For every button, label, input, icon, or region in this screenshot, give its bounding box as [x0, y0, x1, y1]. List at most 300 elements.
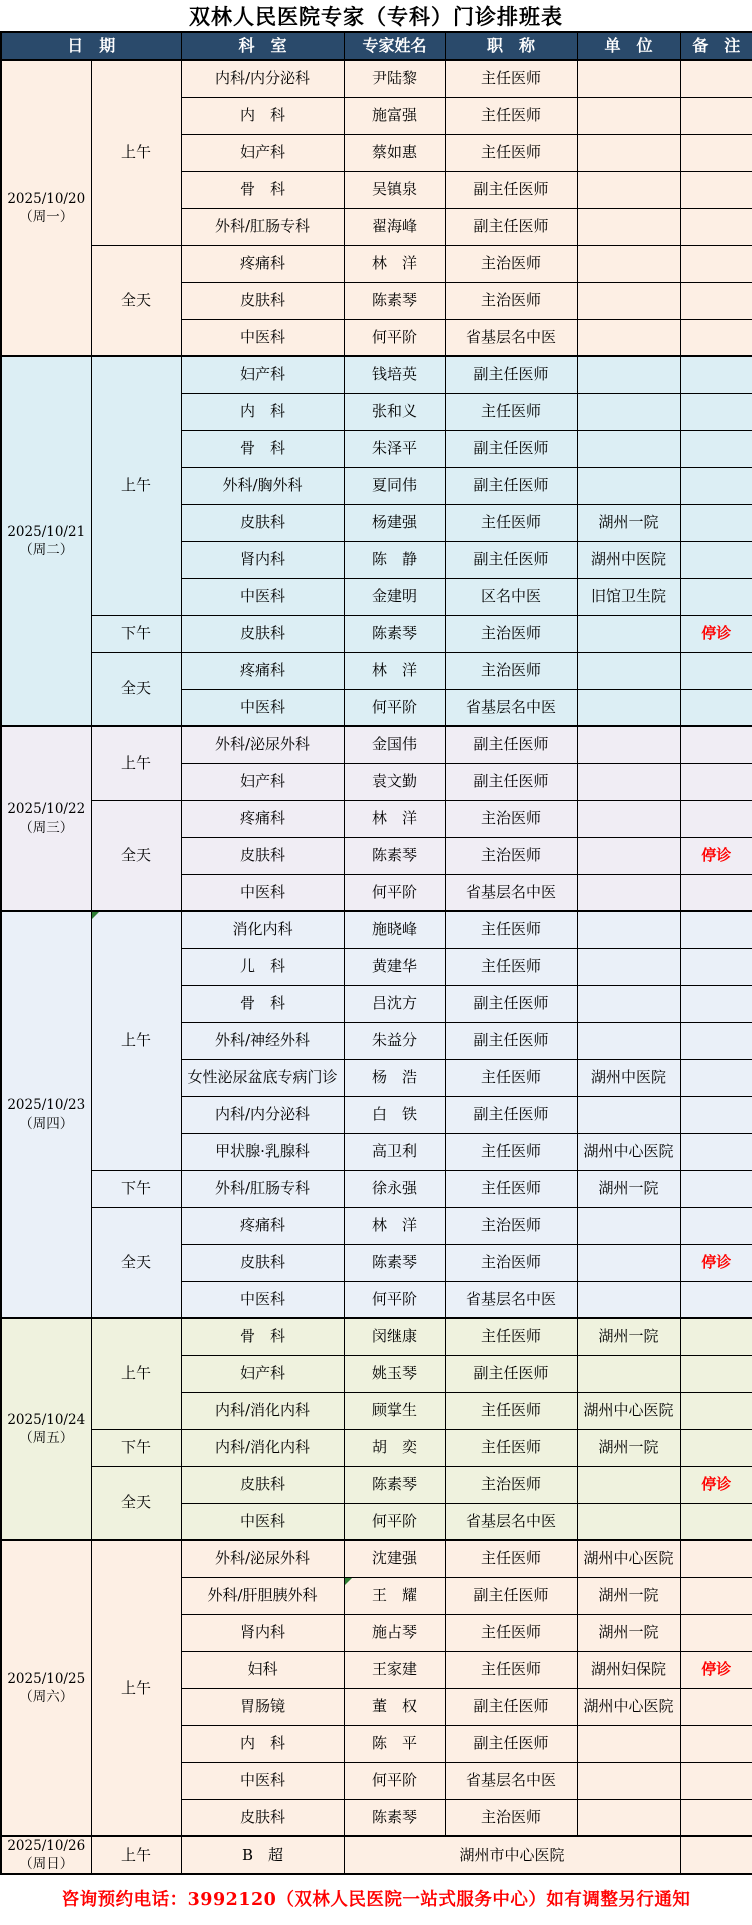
department-cell: 皮肤科	[181, 504, 344, 541]
weekday-text: （周二）	[19, 542, 74, 558]
date-text: 2025/10/21	[7, 523, 86, 540]
doctor-name-cell: 何平阶	[344, 689, 445, 726]
doctor-name-cell: 钱培英	[344, 356, 445, 393]
job-title-cell: 主治医师	[445, 1466, 577, 1503]
table-row	[1, 60, 752, 97]
unit-cell: 湖州中心医院	[577, 1688, 680, 1725]
date-cell	[1, 356, 91, 726]
department-cell: 儿 科	[181, 948, 344, 985]
doctor-name-cell: 朱泽平	[344, 430, 445, 467]
note-cell	[680, 171, 752, 208]
period-cell: 全天	[91, 1466, 181, 1540]
unit-cell: 湖州中心医院	[577, 1133, 680, 1170]
table-row	[1, 652, 752, 689]
doctor-name-cell: 林 洋	[344, 245, 445, 282]
note-cell	[680, 1096, 752, 1133]
department-cell: 皮肤科	[181, 615, 344, 652]
department-cell: 消化内科	[181, 911, 344, 948]
doctor-name-cell: 徐永强	[344, 1170, 445, 1207]
job-title-cell: 副主任医师	[445, 171, 577, 208]
department-cell: 中医科	[181, 578, 344, 615]
note-cell	[680, 1799, 752, 1836]
date-cell	[1, 911, 91, 1318]
unit-cell	[577, 208, 680, 245]
doctor-name-cell: 陈素琴	[344, 1466, 445, 1503]
department-cell: 女性泌尿盆底专病门诊	[181, 1059, 344, 1096]
table-row	[1, 800, 752, 837]
doctor-name-cell: 白 铁	[344, 1096, 445, 1133]
unit-cell: 湖州一院	[577, 504, 680, 541]
doctor-name-cell: 王家建	[344, 1651, 445, 1688]
unit-cell: 湖州中心医院	[577, 1540, 680, 1577]
unit-cell	[577, 911, 680, 948]
unit-cell	[577, 134, 680, 171]
department-cell: 妇产科	[181, 356, 344, 393]
header-row	[1, 32, 752, 60]
unit-cell	[577, 467, 680, 504]
note-cell	[680, 652, 752, 689]
date-cell	[1, 1540, 91, 1836]
job-title-cell: 主任医师	[445, 948, 577, 985]
table-row	[1, 615, 752, 652]
table-row	[1, 356, 752, 393]
job-title-cell: 省基层名中医	[445, 1281, 577, 1318]
note-cell	[680, 134, 752, 171]
department-cell: 皮肤科	[181, 1799, 344, 1836]
doctor-name-cell: 蔡如惠	[344, 134, 445, 171]
job-title-cell: 副主任医师	[445, 208, 577, 245]
weekday-text: （周日）	[19, 1856, 74, 1873]
job-title-cell: 区名中医	[445, 578, 577, 615]
note-cell	[680, 467, 752, 504]
unit-cell: 湖州中心医院	[577, 1392, 680, 1429]
job-title-cell: 主治医师	[445, 1244, 577, 1281]
period-cell: 全天	[91, 652, 181, 726]
department-cell: 中医科	[181, 689, 344, 726]
note-cell	[680, 430, 752, 467]
note-cell	[680, 1429, 752, 1466]
unit-cell: 湖州中医院	[577, 1059, 680, 1096]
footer-notice: 咨询预约电话：3992120（双林人民医院一站式服务中心）如有调整另行通知	[61, 1889, 691, 1910]
weekday-text: （周五）	[19, 1430, 74, 1446]
unit-cell	[577, 171, 680, 208]
department-cell: 内科/内分泌科	[181, 1096, 344, 1133]
period-cell: 上午	[91, 356, 181, 615]
note-cell: 停诊	[680, 615, 752, 652]
department-cell: 外科/神经外科	[181, 1022, 344, 1059]
period-cell: 上午	[91, 1836, 181, 1874]
doctor-name-cell: 朱益分	[344, 1022, 445, 1059]
unit-cell	[577, 800, 680, 837]
note-cell	[680, 948, 752, 985]
note-cell	[680, 874, 752, 911]
unit-cell	[577, 615, 680, 652]
note-cell	[680, 1281, 752, 1318]
period-cell: 下午	[91, 1170, 181, 1207]
note-cell	[680, 1133, 752, 1170]
job-title-cell: 主任医师	[445, 911, 577, 948]
unit-cell	[577, 1762, 680, 1799]
table-row	[1, 1170, 752, 1207]
unit-cell	[577, 97, 680, 134]
doctor-name-cell: 王 耀	[344, 1577, 445, 1614]
doctor-name-cell: 施晓峰	[344, 911, 445, 948]
doctor-name-cell: 何平阶	[344, 874, 445, 911]
unit-cell	[577, 356, 680, 393]
job-title-cell: 省基层名中医	[445, 689, 577, 726]
period-cell: 下午	[91, 1429, 181, 1466]
table-row	[1, 1540, 752, 1577]
note-cell	[680, 245, 752, 282]
doctor-name-cell: 吴镇泉	[344, 171, 445, 208]
job-title-cell: 主治医师	[445, 652, 577, 689]
note-cell	[680, 911, 752, 948]
note-cell	[680, 1392, 752, 1429]
doctor-name-cell: 沈建强	[344, 1540, 445, 1577]
job-title-cell: 副主任医师	[445, 985, 577, 1022]
date-text: 2025/10/22	[7, 801, 86, 818]
doctor-name-cell: 杨建强	[344, 504, 445, 541]
note-cell	[680, 541, 752, 578]
job-title-cell: 副主任医师	[445, 430, 577, 467]
period-cell: 全天	[91, 800, 181, 911]
date-cell	[1, 1318, 91, 1540]
table-row	[1, 911, 752, 948]
department-cell: 疼痛科	[181, 245, 344, 282]
table-row	[1, 1429, 752, 1466]
department-cell: 肾内科	[181, 1614, 344, 1651]
doctor-name-cell: 胡 奕	[344, 1429, 445, 1466]
table-row	[1, 1836, 752, 1874]
doctor-name-cell: 高卫利	[344, 1133, 445, 1170]
doctor-name-cell: 林 洋	[344, 800, 445, 837]
unit-cell	[577, 393, 680, 430]
department-cell: 外科/肛肠专科	[181, 1170, 344, 1207]
note-cell	[680, 1318, 752, 1355]
period-cell: 全天	[91, 245, 181, 356]
department-cell: 妇产科	[181, 134, 344, 171]
note-cell	[680, 1022, 752, 1059]
job-title-cell: 主任医师	[445, 1429, 577, 1466]
job-title-cell: 副主任医师	[445, 1096, 577, 1133]
department-cell: 内科/消化内科	[181, 1392, 344, 1429]
department-cell: 胃肠镜	[181, 1688, 344, 1725]
job-title-cell: 副主任医师	[445, 467, 577, 504]
doctor-name-cell: 闵继康	[344, 1318, 445, 1355]
job-title-cell: 主任医师	[445, 1614, 577, 1651]
period-cell: 上午	[91, 726, 181, 800]
unit-cell	[577, 874, 680, 911]
department-cell: 骨 科	[181, 171, 344, 208]
unit-cell	[577, 726, 680, 763]
unit-cell	[577, 763, 680, 800]
department-cell: 外科/肝胆胰外科	[181, 1577, 344, 1614]
note-cell	[680, 1725, 752, 1762]
note-cell	[680, 393, 752, 430]
department-cell: 内科/内分泌科	[181, 60, 344, 97]
job-title-cell: 省基层名中医	[445, 319, 577, 356]
department-cell: 中医科	[181, 1281, 344, 1318]
table-row	[1, 245, 752, 282]
job-title-cell: 主任医师	[445, 1133, 577, 1170]
note-cell	[680, 726, 752, 763]
note-cell	[680, 689, 752, 726]
unit-cell	[577, 1466, 680, 1503]
note-cell	[680, 1207, 752, 1244]
department-cell: 中医科	[181, 319, 344, 356]
unit-cell	[577, 652, 680, 689]
department-cell: 内科/消化内科	[181, 1429, 344, 1466]
job-title-cell: 主任医师	[445, 1059, 577, 1096]
date-text: 2025/10/24	[7, 1411, 86, 1428]
doctor-name-cell: 林 洋	[344, 1207, 445, 1244]
department-cell: 外科/泌尿外科	[181, 726, 344, 763]
table-row	[1, 726, 752, 763]
doctor-name-cell: 姚玉琴	[344, 1355, 445, 1392]
job-title-cell: 省基层名中医	[445, 1762, 577, 1799]
note-cell	[680, 1059, 752, 1096]
table-row	[1, 1318, 752, 1355]
doctor-name-cell: 董 权	[344, 1688, 445, 1725]
department-cell: 妇科	[181, 1651, 344, 1688]
doctor-name-cell: 金建明	[344, 578, 445, 615]
doctor-name-cell: 杨 浩	[344, 1059, 445, 1096]
job-title-cell: 主治医师	[445, 800, 577, 837]
table-body	[1, 60, 752, 1874]
note-cell: 停诊	[680, 1244, 752, 1281]
date-text: 2025/10/23	[7, 1097, 86, 1114]
weekday-text: （周三）	[19, 819, 74, 836]
unit-cell	[577, 1799, 680, 1836]
date-text: 2025/10/25	[7, 1670, 86, 1687]
unit-cell	[577, 1207, 680, 1244]
department-cell: 甲状腺·乳腺科	[181, 1133, 344, 1170]
header-doctor-name: 专家姓名	[344, 32, 445, 60]
department-cell: 内 科	[181, 1725, 344, 1762]
job-title-cell: 副主任医师	[445, 1688, 577, 1725]
table-row	[1, 1466, 752, 1503]
note-cell: 停诊	[680, 1466, 752, 1503]
job-title-cell: 省基层名中医	[445, 874, 577, 911]
doctor-name-cell: 陈 平	[344, 1725, 445, 1762]
job-title-cell: 主治医师	[445, 245, 577, 282]
department-cell: 中医科	[181, 1762, 344, 1799]
doctor-name-cell: 夏同伟	[344, 467, 445, 504]
period-cell: 上午	[91, 60, 181, 245]
table-row	[1, 1207, 752, 1244]
doctor-name-cell: 吕沈方	[344, 985, 445, 1022]
header-unit: 单 位	[577, 32, 680, 60]
job-title-cell: 主任医师	[445, 134, 577, 171]
department-cell: 中医科	[181, 1503, 344, 1540]
note-cell	[680, 1577, 752, 1614]
note-cell	[680, 985, 752, 1022]
doctor-name-cell: 张和义	[344, 393, 445, 430]
job-title-cell: 副主任医师	[445, 1577, 577, 1614]
job-title-cell: 主治医师	[445, 837, 577, 874]
note-cell	[680, 763, 752, 800]
job-title-cell: 主任医师	[445, 1392, 577, 1429]
department-cell: 疼痛科	[181, 800, 344, 837]
job-title-cell: 主任医师	[445, 97, 577, 134]
job-title-cell: 副主任医师	[445, 541, 577, 578]
doctor-name-cell: 陈素琴	[344, 1799, 445, 1836]
note-cell	[680, 319, 752, 356]
unit-cell: 湖州一院	[577, 1318, 680, 1355]
department-cell: 疼痛科	[181, 1207, 344, 1244]
doctor-name-cell: 翟海峰	[344, 208, 445, 245]
unit-cell	[577, 837, 680, 874]
department-cell: B 超	[181, 1836, 344, 1874]
note-cell: 停诊	[680, 837, 752, 874]
note-cell	[680, 208, 752, 245]
note-cell	[680, 1614, 752, 1651]
note-cell	[680, 1688, 752, 1725]
date-cell	[1, 1836, 91, 1874]
unit-cell	[577, 985, 680, 1022]
period-cell: 上午	[91, 911, 181, 1170]
note-cell	[680, 1170, 752, 1207]
unit-cell	[577, 319, 680, 356]
merged-unit-cell: 湖州市中心医院	[344, 1836, 680, 1874]
unit-cell: 旧馆卫生院	[577, 578, 680, 615]
note-cell	[680, 1836, 752, 1874]
department-cell: 外科/泌尿外科	[181, 1540, 344, 1577]
date-text: 2025/10/26	[7, 1838, 86, 1854]
doctor-name-cell: 陈素琴	[344, 1244, 445, 1281]
doctor-name-cell: 施富强	[344, 97, 445, 134]
job-title-cell: 副主任医师	[445, 1355, 577, 1392]
unit-cell: 湖州一院	[577, 1577, 680, 1614]
job-title-cell: 副主任医师	[445, 726, 577, 763]
header-note: 备 注	[680, 32, 752, 60]
doctor-name-cell: 何平阶	[344, 1762, 445, 1799]
department-cell: 外科/胸外科	[181, 467, 344, 504]
department-cell: 皮肤科	[181, 1466, 344, 1503]
schedule-table	[0, 31, 752, 1875]
date-text: 2025/10/20	[7, 190, 86, 207]
job-title-cell: 主任医师	[445, 1651, 577, 1688]
department-cell: 皮肤科	[181, 282, 344, 319]
job-title-cell: 主治医师	[445, 282, 577, 319]
header-department: 科 室	[181, 32, 344, 60]
header-date: 日 期	[1, 32, 181, 60]
doctor-name-cell: 袁文勤	[344, 763, 445, 800]
doctor-name-cell: 何平阶	[344, 1503, 445, 1540]
job-title-cell: 主任医师	[445, 1540, 577, 1577]
header-title: 职 称	[445, 32, 577, 60]
unit-cell	[577, 1725, 680, 1762]
unit-cell	[577, 282, 680, 319]
job-title-cell: 主治医师	[445, 1799, 577, 1836]
period-cell: 下午	[91, 615, 181, 652]
department-cell: 肾内科	[181, 541, 344, 578]
job-title-cell: 主治医师	[445, 615, 577, 652]
job-title-cell: 主治医师	[445, 1207, 577, 1244]
unit-cell	[577, 430, 680, 467]
unit-cell	[577, 689, 680, 726]
department-cell: 中医科	[181, 874, 344, 911]
doctor-name-cell: 陈素琴	[344, 615, 445, 652]
doctor-name-cell: 陈 静	[344, 541, 445, 578]
doctor-name-cell: 顾掌生	[344, 1392, 445, 1429]
job-title-cell: 主任医师	[445, 60, 577, 97]
department-cell: 妇产科	[181, 763, 344, 800]
job-title-cell: 省基层名中医	[445, 1503, 577, 1540]
job-title-cell: 主任医师	[445, 504, 577, 541]
job-title-cell: 主任医师	[445, 393, 577, 430]
weekday-text: （周一）	[19, 209, 74, 225]
department-cell: 内 科	[181, 97, 344, 134]
department-cell: 外科/肛肠专科	[181, 208, 344, 245]
unit-cell: 湖州一院	[577, 1429, 680, 1466]
weekday-text: （周六）	[19, 1689, 74, 1705]
note-cell	[680, 504, 752, 541]
job-title-cell: 副主任医师	[445, 763, 577, 800]
table-header	[1, 32, 752, 60]
unit-cell	[577, 1096, 680, 1133]
department-cell: 骨 科	[181, 985, 344, 1022]
unit-cell	[577, 1022, 680, 1059]
unit-cell: 湖州中医院	[577, 541, 680, 578]
doctor-name-cell: 施占琴	[344, 1614, 445, 1651]
unit-cell	[577, 1503, 680, 1540]
note-cell	[680, 356, 752, 393]
unit-cell	[577, 1281, 680, 1318]
note-cell	[680, 1503, 752, 1540]
note-cell: 停诊	[680, 1651, 752, 1688]
date-cell	[1, 726, 91, 911]
date-cell	[1, 60, 91, 356]
unit-cell	[577, 60, 680, 97]
doctor-name-cell: 何平阶	[344, 1281, 445, 1318]
doctor-name-cell: 陈素琴	[344, 837, 445, 874]
job-title-cell: 副主任医师	[445, 356, 577, 393]
department-cell: 骨 科	[181, 430, 344, 467]
job-title-cell: 副主任医师	[445, 1022, 577, 1059]
note-cell	[680, 60, 752, 97]
unit-cell	[577, 1244, 680, 1281]
unit-cell: 湖州一院	[577, 1170, 680, 1207]
unit-cell: 湖州妇保院	[577, 1651, 680, 1688]
department-cell: 疼痛科	[181, 652, 344, 689]
doctor-name-cell: 陈素琴	[344, 282, 445, 319]
unit-cell	[577, 948, 680, 985]
note-cell	[680, 97, 752, 134]
weekday-text: （周四）	[19, 1115, 74, 1132]
job-title-cell: 主任医师	[445, 1318, 577, 1355]
unit-cell	[577, 1355, 680, 1392]
doctor-name-cell: 林 洋	[344, 652, 445, 689]
department-cell: 内 科	[181, 393, 344, 430]
job-title-cell: 主任医师	[445, 1170, 577, 1207]
doctor-name-cell: 黄建华	[344, 948, 445, 985]
note-cell	[680, 578, 752, 615]
note-cell	[680, 1762, 752, 1799]
note-cell	[680, 800, 752, 837]
period-cell: 全天	[91, 1207, 181, 1318]
department-cell: 骨 科	[181, 1318, 344, 1355]
note-cell	[680, 1540, 752, 1577]
doctor-name-cell: 尹陆黎	[344, 60, 445, 97]
job-title-cell: 副主任医师	[445, 1725, 577, 1762]
note-cell	[680, 1355, 752, 1392]
period-cell: 上午	[91, 1318, 181, 1429]
unit-cell: 湖州一院	[577, 1614, 680, 1651]
unit-cell	[577, 245, 680, 282]
department-cell: 皮肤科	[181, 837, 344, 874]
doctor-name-cell: 金国伟	[344, 726, 445, 763]
